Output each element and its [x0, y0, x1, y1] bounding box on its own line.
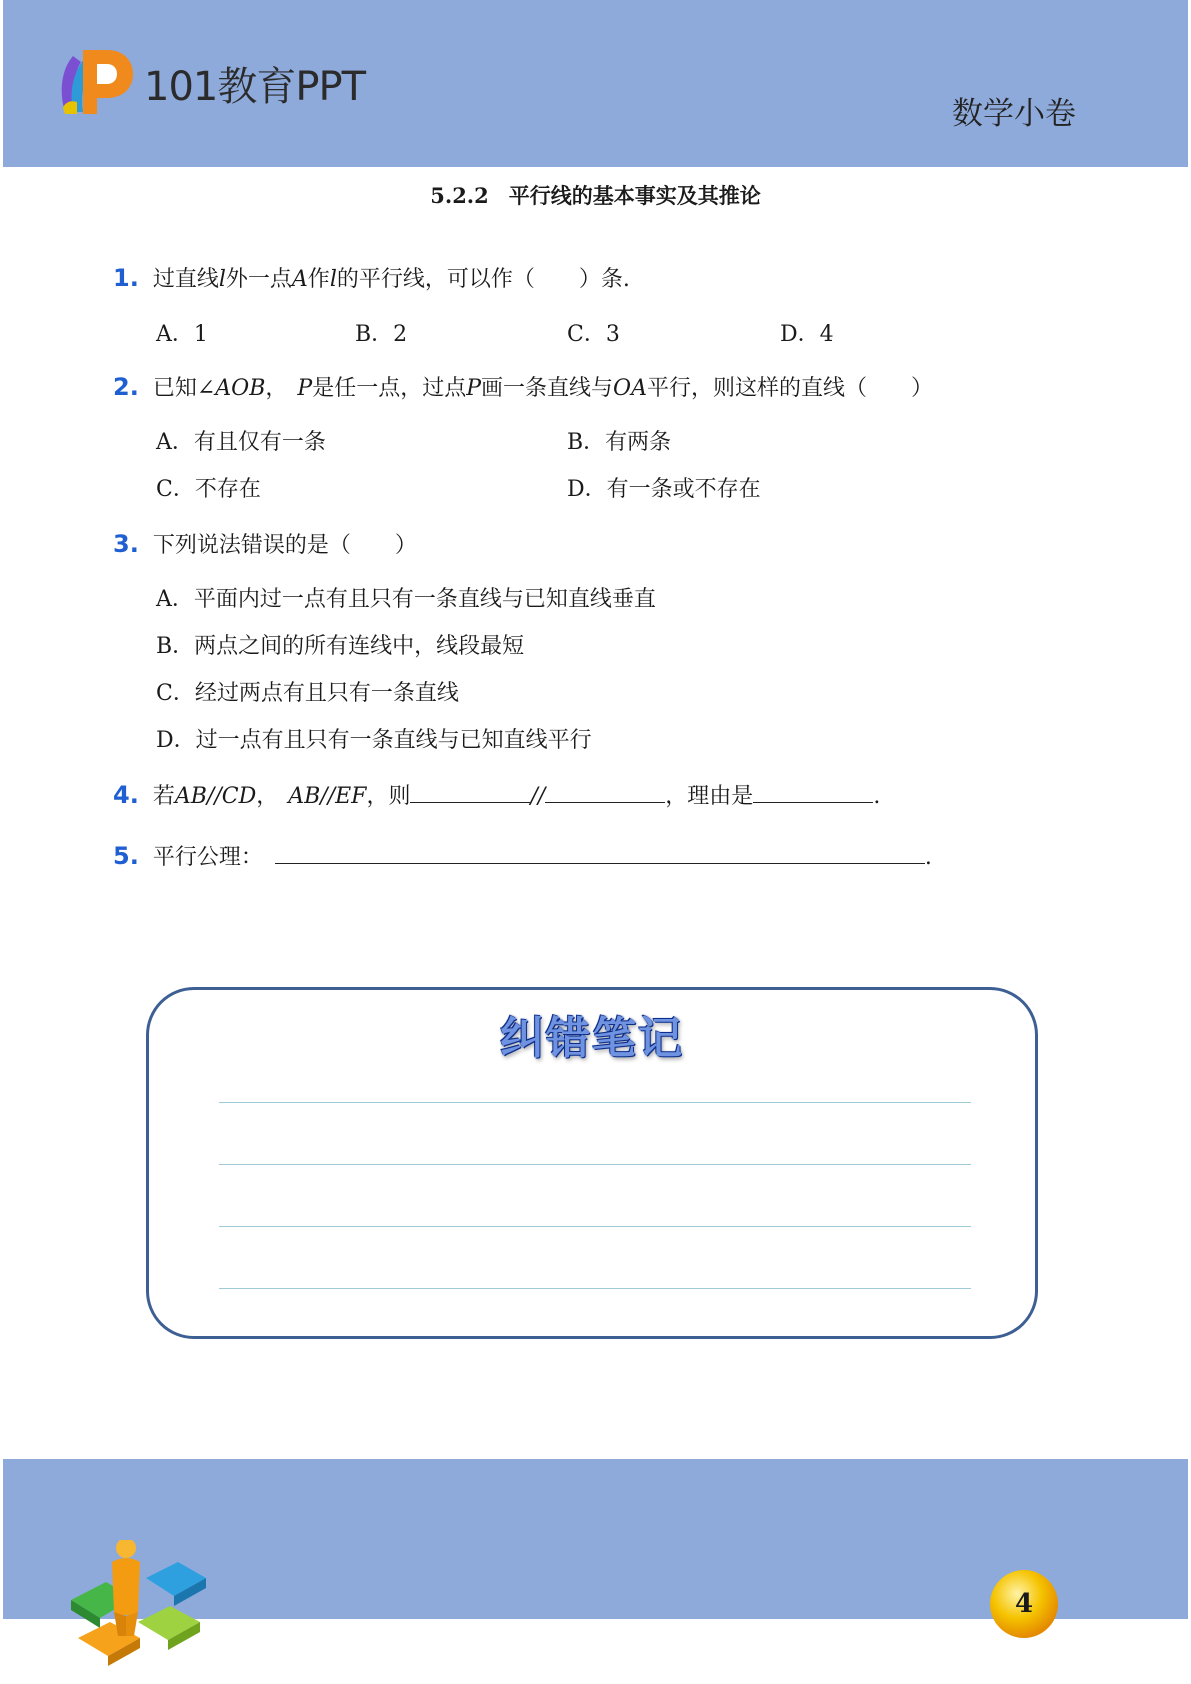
parallel-symbol: //	[206, 784, 222, 809]
note-line[interactable]	[219, 1102, 971, 1103]
answer-blank[interactable]	[545, 780, 665, 803]
option-a: A．有且仅有一条	[156, 430, 326, 455]
math-var: P	[297, 376, 313, 401]
logo-text: 101教育PPT	[144, 64, 366, 110]
note-line[interactable]	[219, 1288, 971, 1289]
question-text: 的平行线，可以作（ ）条.	[336, 267, 630, 292]
question-text: .	[873, 784, 881, 809]
question-text: 过直线	[152, 267, 219, 292]
question-number: 5.	[113, 842, 139, 870]
math-var: AB	[288, 784, 321, 809]
math-var: AOB	[215, 376, 266, 401]
question-number: 4.	[113, 781, 139, 809]
question-number: 2.	[113, 373, 139, 401]
question-text: ，	[265, 376, 288, 401]
parallel-symbol: //	[530, 784, 546, 809]
question-text: 下列说法错误的是（ ）	[152, 533, 417, 558]
note-line[interactable]	[219, 1226, 971, 1227]
question-text: 外一点	[225, 267, 292, 292]
option-c: C．经过两点有且只有一条直线	[156, 681, 459, 706]
question-text: ，则	[366, 784, 411, 809]
question-text: 画一条直线与	[481, 376, 614, 401]
answer-blank[interactable]	[753, 780, 873, 803]
question-text: 平行公理：	[152, 845, 263, 870]
notes-title: 纠错笔记	[500, 1013, 684, 1064]
document-title	[0, 180, 1191, 210]
question-text: 作	[307, 267, 330, 292]
question-5	[113, 840, 932, 871]
question-text: .	[924, 845, 932, 870]
question-1	[113, 262, 630, 293]
question-text: ，理由是	[665, 784, 754, 809]
question-number: 1.	[113, 264, 139, 292]
option-c: C．3	[567, 322, 620, 347]
question-text: 平行，则这样的直线（ ）	[646, 376, 933, 401]
section-title: 平行线的基本事实及其推论	[508, 183, 761, 208]
question-number: 3.	[113, 530, 139, 558]
question-text: 若	[152, 784, 175, 809]
blocks-figure-icon	[66, 1540, 216, 1670]
math-var: P	[466, 376, 482, 401]
option-b: B．2	[355, 322, 408, 347]
question-3	[113, 528, 417, 559]
logo-icon	[55, 42, 135, 118]
math-var: EF	[335, 784, 367, 809]
page-number: 4	[1014, 1589, 1034, 1619]
option-b: B．两点之间的所有连线中，线段最短	[156, 634, 525, 659]
answer-blank[interactable]	[275, 841, 925, 864]
note-line[interactable]	[219, 1164, 971, 1165]
paper-subtitle: 数学小卷	[952, 96, 1076, 132]
correction-notes-box	[146, 987, 1038, 1339]
question-2	[113, 371, 933, 402]
option-d: D．有一条或不存在	[567, 477, 761, 502]
math-var: A	[291, 267, 308, 292]
option-a: A．平面内过一点有且只有一条直线与已知直线垂直	[156, 587, 656, 612]
math-var: l	[329, 267, 337, 292]
option-d: D．4	[780, 322, 834, 347]
math-var: AB	[174, 784, 207, 809]
math-var: CD	[221, 784, 257, 809]
question-text: 已知∠	[152, 376, 216, 401]
parallel-symbol: //	[320, 784, 336, 809]
math-var: OA	[613, 376, 647, 401]
question-text: ，	[256, 784, 279, 809]
option-d: D．过一点有且只有一条直线与已知直线平行	[156, 728, 592, 753]
option-b: B．有两条	[567, 430, 672, 455]
answer-blank[interactable]	[410, 780, 530, 803]
question-4	[113, 779, 880, 810]
section-number: 5.2.2	[430, 183, 489, 208]
question-text: 是任一点，过点	[312, 376, 467, 401]
math-var: l	[218, 267, 226, 292]
option-c: C．不存在	[156, 477, 261, 502]
option-a: A．1	[156, 322, 208, 347]
